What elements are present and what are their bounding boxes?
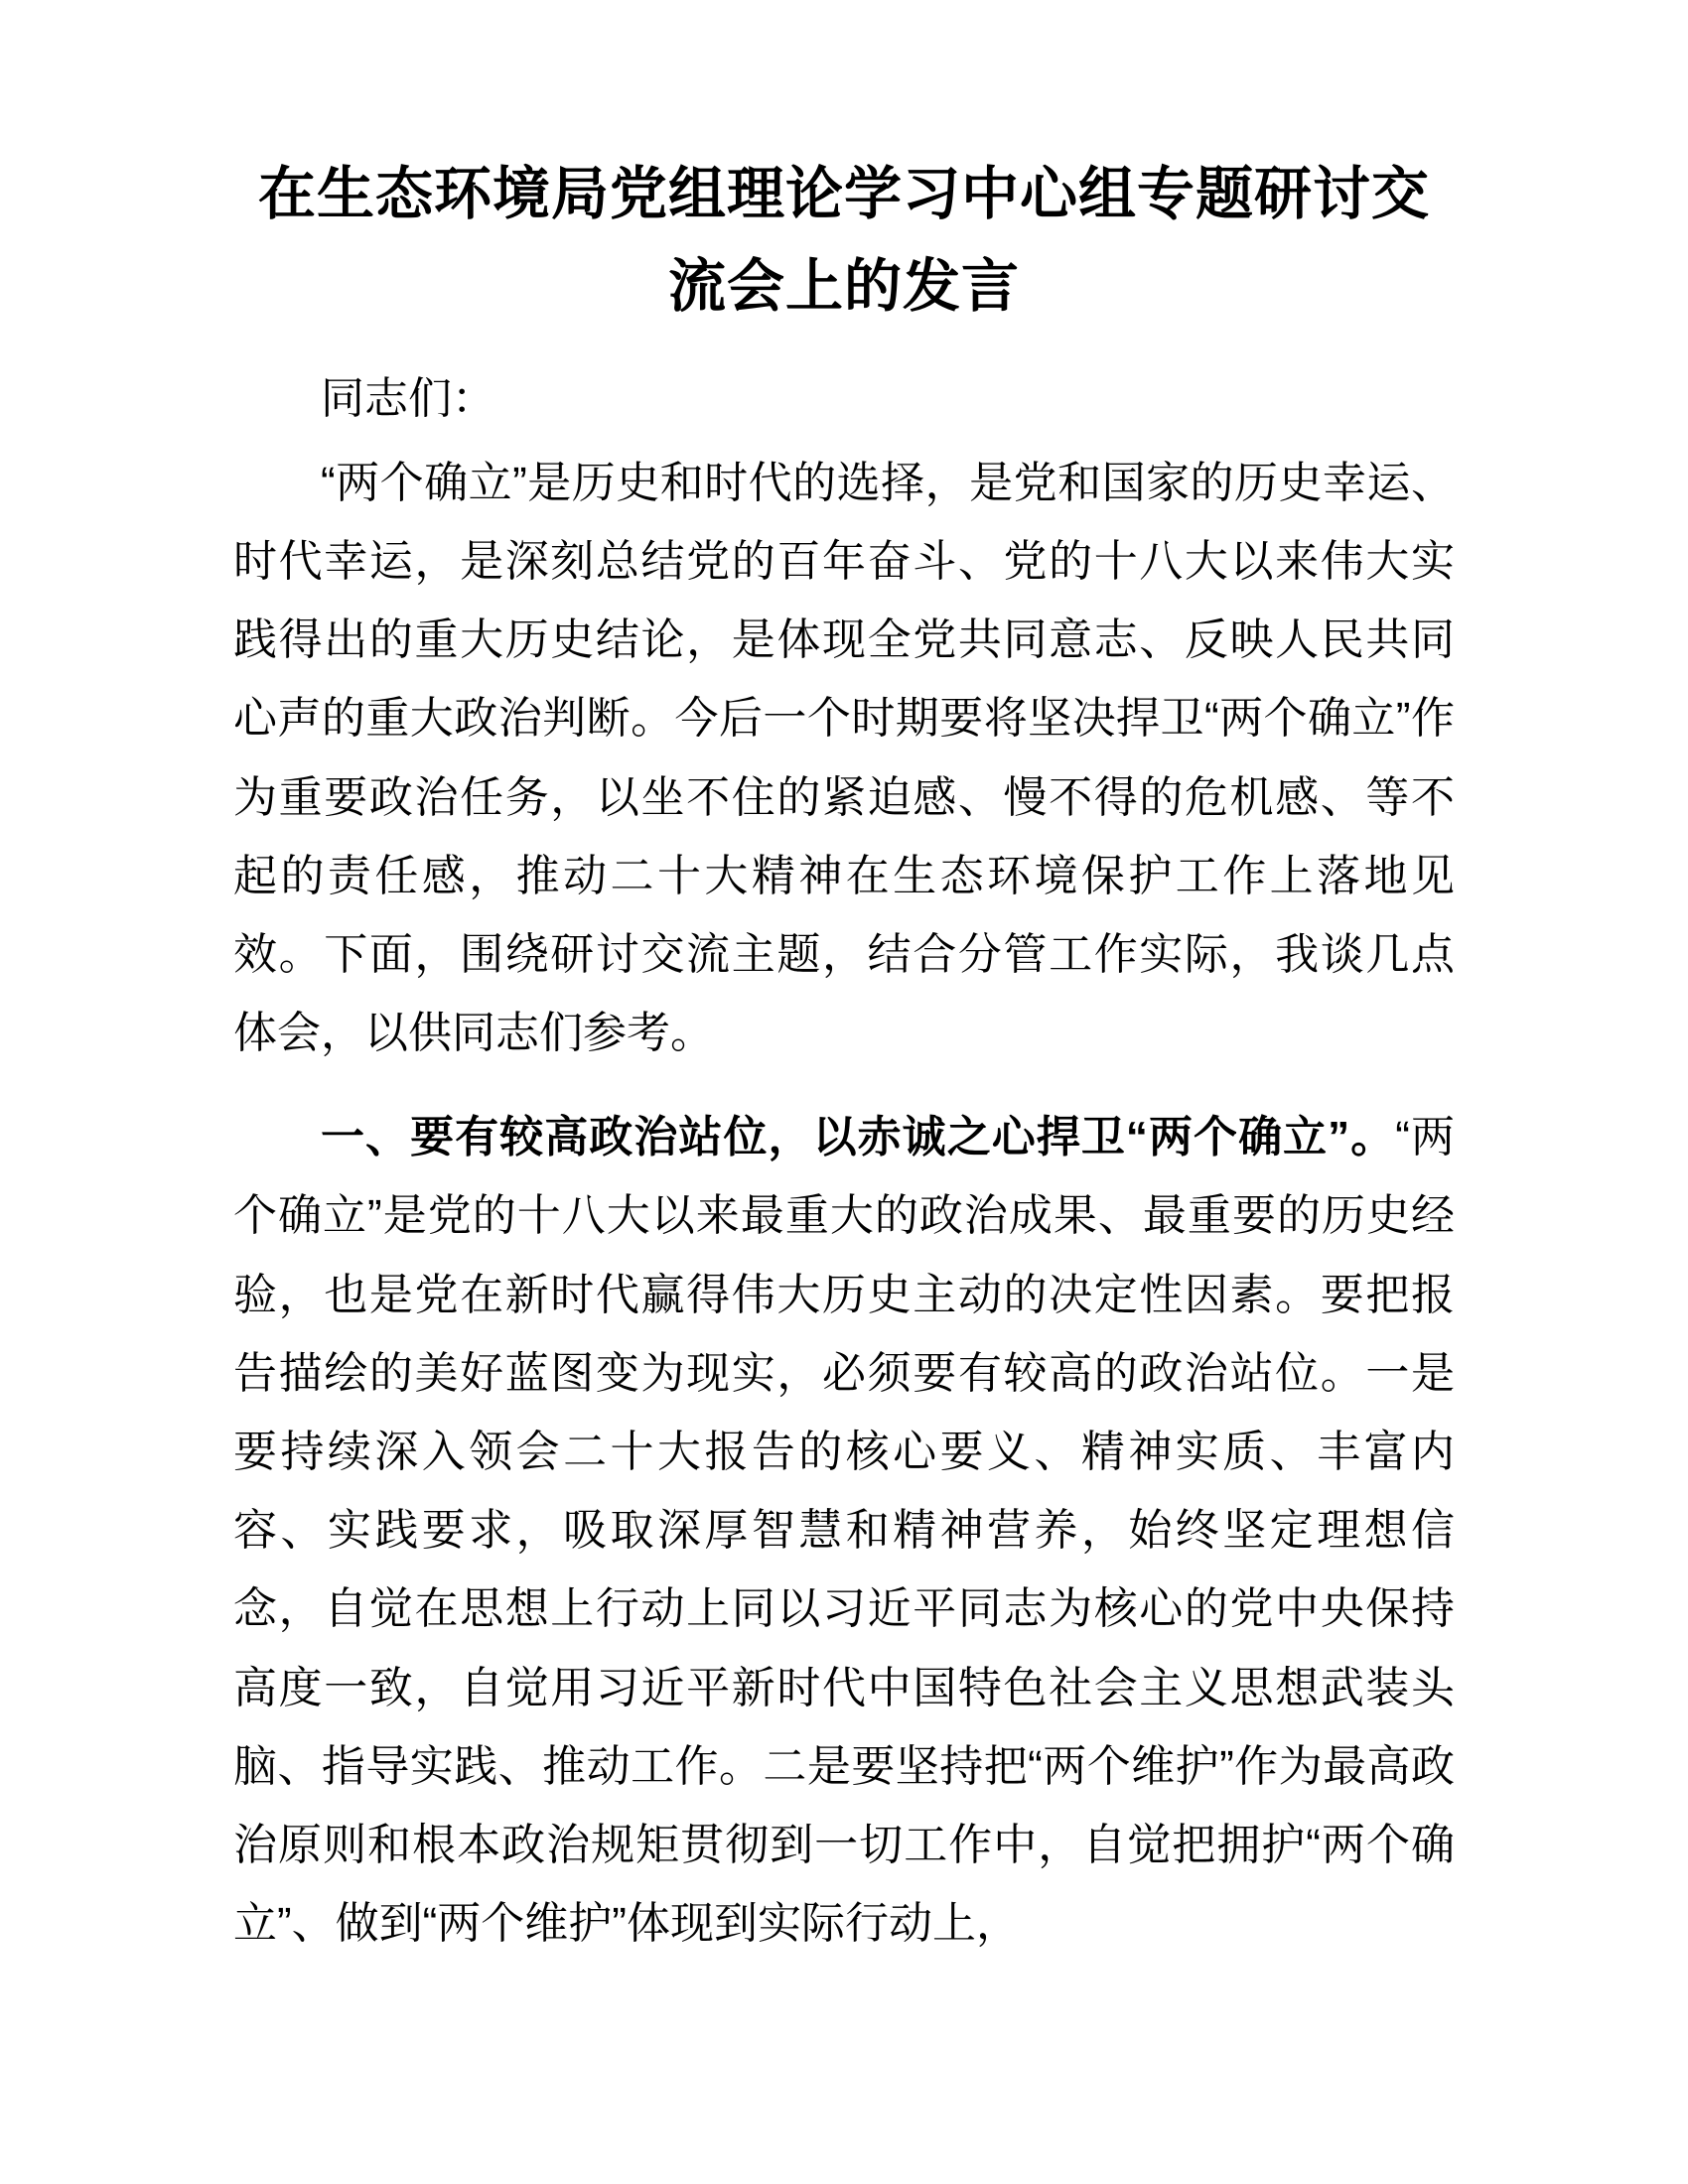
document-title: 在生态环境局党组理论学习中心组专题研讨交流会上的发言 [257,162,1430,319]
paragraph-section-1-body: “两个确立”是党的十八大以来最重大的政治成果、最重要的历史经验，也是党在新时代赢得伟大历史主动的决定性因素。要把报告描绘的美好蓝图变为现实，必须要有较高的政治站位。一是要持续深入领会二十大报告的核心要义、精神实质、丰富内容、实践要求，吸取深厚智慧和精神营养，始终坚定理想信念，自觉在思想上行动上同以习近平同志为核心的党中央保持高度一致，自觉用习近平新时代中国特色社会主义思想武装头脑、指导实践、推动工作。二是要坚持把“两个维护”作为最高政治原则和根本政治规矩贯彻到一切工作中，自觉把拥护“两个确立”、做到“两个维护”体现到实际行动上， [233,1113,1456,1949]
salutation: 同志们： [321,373,495,423]
paragraph-section-1-lead: 一、要有较高政治站位，以赤诚之心捍卫“两个确立”。 [321,1113,1396,1162]
paragraph-section-1 [233,1098,1455,1963]
paragraph-intro: “两个确立”是历史和时代的选择，是党和国家的历史幸运、时代幸运，是深刻总结党的百年奋斗、党的十八大以来伟大实践得出的重大历史结论，是体现全党共同意志、反映人民共同心声的重大政治判断。今后一个时期要将坚决捍卫“两个确立”作为重要政治任务，以坐不住的紧迫感、慢不得的危机感、等不起的责任感，推动二十大精神在生态环境保护工作上落地见效。下面，围绕研讨交流主题，结合分管工作实际，我谈几点体会，以供同志们参考。 [233,458,1455,1058]
